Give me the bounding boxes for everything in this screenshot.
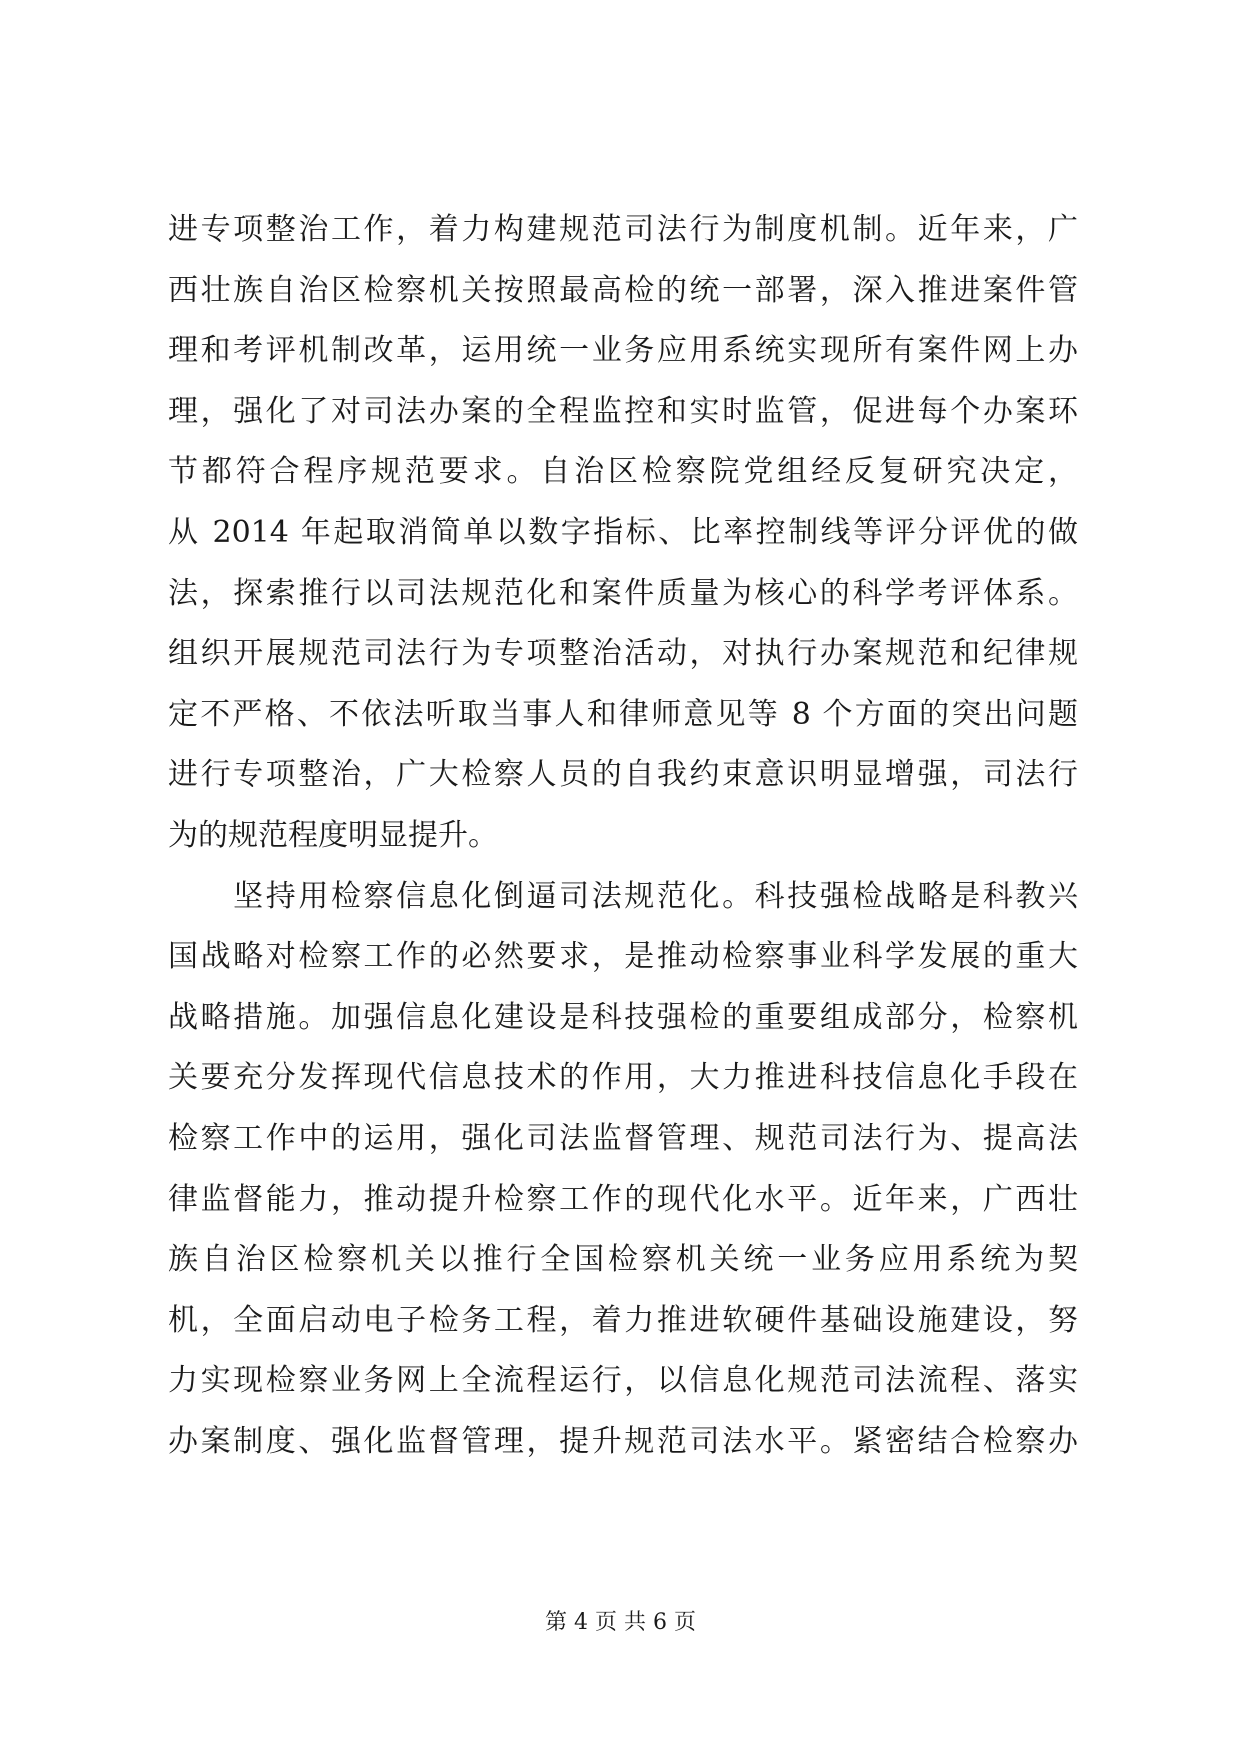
body-text (168, 200, 1078, 1472)
text-line: 办案制度、强化监督管理，提升规范司法水平。紧密结合检察办 (168, 1423, 1078, 1459)
text-line: 进行专项整治，广大检察人员的自我约束意识明显增强，司法行 (168, 757, 1078, 793)
text-line: 节都符合程序规范要求。自治区检察院党组经反复研究决定， (168, 454, 1078, 490)
text-line: 力实现检察业务网上全流程运行，以信息化规范司法流程、落实 (168, 1363, 1078, 1399)
paragraph-end-line: 为的规范程度明显提升。 (168, 817, 498, 853)
text-line: 法，探索推行以司法规范化和案件质量为核心的科学考评体系。 (168, 575, 1078, 611)
text-line: 机，全面启动电子检务工程，着力推进软硬件基础设施建设，努 (168, 1302, 1078, 1338)
text-line: 族自治区检察机关以推行全国检察机关统一业务应用系统为契 (168, 1242, 1078, 1278)
text-line: 进专项整治工作，着力构建规范司法行为制度机制。近年来，广 (168, 212, 1078, 247)
text-line: 关要充分发挥现代信息技术的作用，大力推进科技信息化手段在 (168, 1060, 1078, 1096)
page-number-footer: 第 4 页 共 6 页 (545, 1610, 696, 1635)
text-line: 从 2014 年起取消简单以数字指标、比率控制线等评分评优的做 (168, 514, 1078, 550)
text-line: 战略措施。加强信息化建设是科技强检的重要组成部分，检察机 (168, 999, 1078, 1035)
text-line: 检察工作中的运用，强化司法监督管理、规范司法行为、提高法 (168, 1120, 1078, 1156)
text-line: 理，强化了对司法办案的全程监控和实时监管，促进每个办案环 (168, 393, 1078, 429)
text-line: 西壮族自治区检察机关按照最高检的统一部署，深入推进案件管 (168, 272, 1078, 308)
text-line: 理和考评机制改革，运用统一业务应用系统实现所有案件网上办 (168, 333, 1078, 369)
text-line: 国战略对检察工作的必然要求，是推动检察事业科学发展的重大 (168, 939, 1078, 975)
text-line: 组织开展规范司法行为专项整治活动，对执行办案规范和纪律规 (168, 636, 1078, 672)
text-line: 律监督能力，推动提升检察工作的现代化水平。近年来，广西壮 (168, 1181, 1078, 1217)
paragraph-start-line: 坚持用检察信息化倒逼司法规范化。科技强检战略是科教兴 (168, 878, 1078, 914)
text-line: 定不严格、不依法听取当事人和律师意见等 8 个方面的突出问题 (168, 696, 1078, 732)
